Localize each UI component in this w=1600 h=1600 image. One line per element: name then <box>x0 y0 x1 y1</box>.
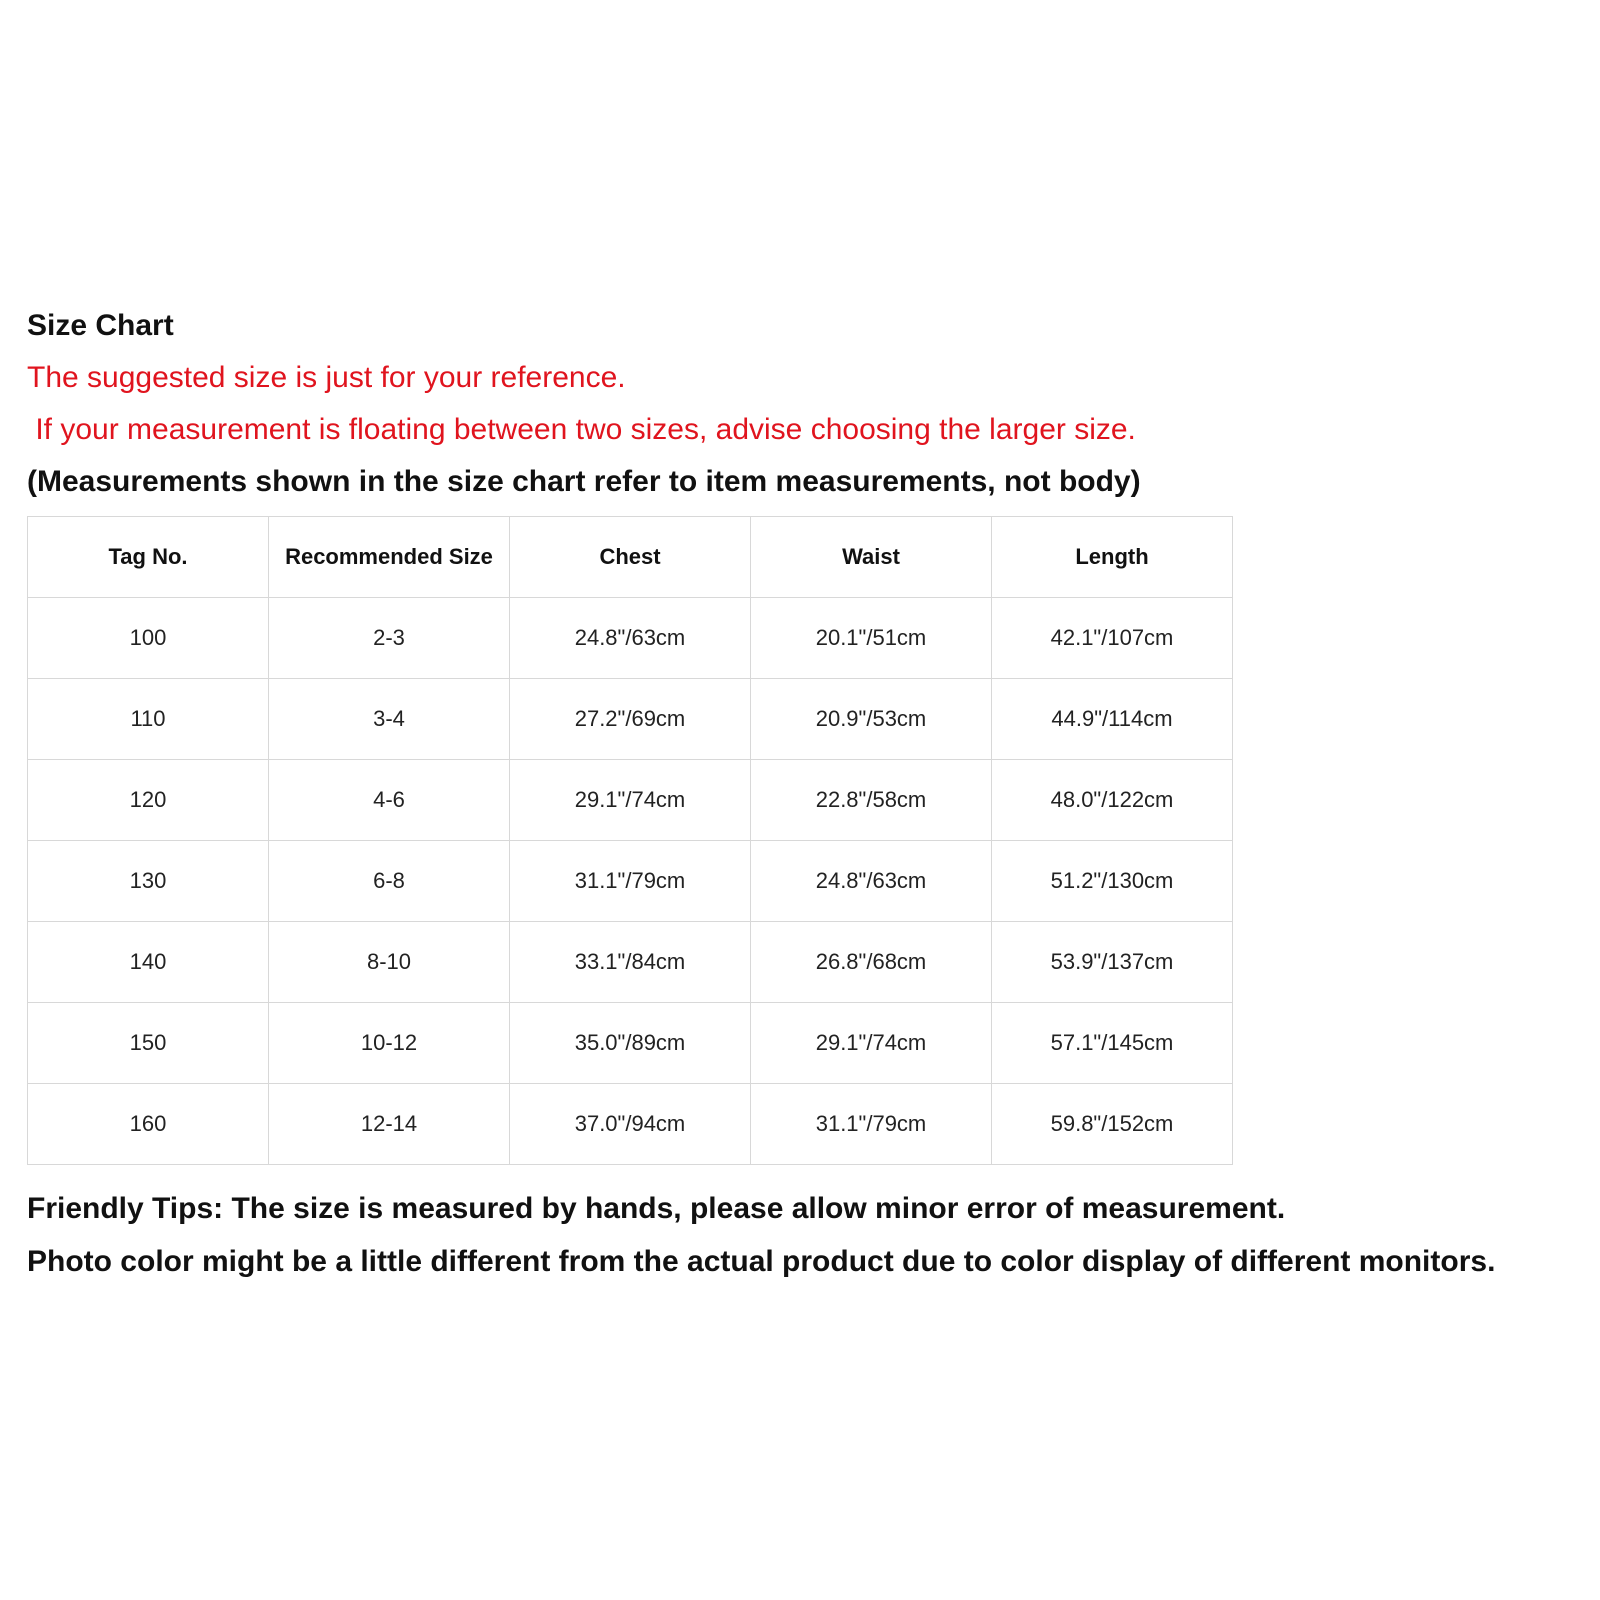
cell-length: 42.1"/107cm <box>992 598 1233 679</box>
measurement-disclaimer: (Measurements shown in the size chart refer to item measurements, not body) <box>27 465 1141 498</box>
header-recommended-size: Recommended Size <box>269 517 510 598</box>
cell-chest: 24.8"/63cm <box>510 598 751 679</box>
table-row <box>28 922 1233 1003</box>
cell-tag-no: 120 <box>28 760 269 841</box>
cell-tag-no: 160 <box>28 1084 269 1165</box>
cell-length: 59.8"/152cm <box>992 1084 1233 1165</box>
cell-waist: 22.8"/58cm <box>751 760 992 841</box>
size-table <box>27 516 1233 1165</box>
table-row <box>28 1003 1233 1084</box>
cell-length: 53.9"/137cm <box>992 922 1233 1003</box>
cell-tag-no: 100 <box>28 598 269 679</box>
cell-tag-no: 140 <box>28 922 269 1003</box>
table-row <box>28 841 1233 922</box>
cell-waist: 26.8"/68cm <box>751 922 992 1003</box>
cell-recommended-size: 3-4 <box>269 679 510 760</box>
page-title: Size Chart <box>27 309 174 342</box>
header-waist: Waist <box>751 517 992 598</box>
header-tag-no: Tag No. <box>28 517 269 598</box>
cell-recommended-size: 10-12 <box>269 1003 510 1084</box>
photo-color-note: Photo color might be a little different from the actual product due to color display of different monitors. <box>27 1245 1496 1278</box>
reference-note: The suggested size is just for your reference. <box>27 361 626 394</box>
table-row <box>28 1084 1233 1165</box>
cell-tag-no: 150 <box>28 1003 269 1084</box>
table-header-row <box>28 517 1233 598</box>
cell-waist: 20.9"/53cm <box>751 679 992 760</box>
cell-recommended-size: 6-8 <box>269 841 510 922</box>
cell-chest: 27.2"/69cm <box>510 679 751 760</box>
table-row <box>28 598 1233 679</box>
cell-chest: 33.1"/84cm <box>510 922 751 1003</box>
table-row <box>28 760 1233 841</box>
cell-length: 44.9"/114cm <box>992 679 1233 760</box>
cell-length: 48.0"/122cm <box>992 760 1233 841</box>
cell-recommended-size: 2-3 <box>269 598 510 679</box>
table-row <box>28 679 1233 760</box>
cell-chest: 31.1"/79cm <box>510 841 751 922</box>
cell-recommended-size: 12-14 <box>269 1084 510 1165</box>
cell-chest: 35.0"/89cm <box>510 1003 751 1084</box>
cell-waist: 20.1"/51cm <box>751 598 992 679</box>
cell-waist: 24.8"/63cm <box>751 841 992 922</box>
friendly-tip: Friendly Tips: The size is measured by hands, please allow minor error of measurement. <box>27 1192 1286 1225</box>
cell-tag-no: 130 <box>28 841 269 922</box>
header-length: Length <box>992 517 1233 598</box>
size-chart-document <box>27 308 1587 1297</box>
cell-recommended-size: 4-6 <box>269 760 510 841</box>
cell-chest: 29.1"/74cm <box>510 760 751 841</box>
cell-waist: 29.1"/74cm <box>751 1003 992 1084</box>
cell-recommended-size: 8-10 <box>269 922 510 1003</box>
cell-length: 51.2"/130cm <box>992 841 1233 922</box>
larger-size-advice: If your measurement is floating between two sizes, advise choosing the larger size. <box>27 413 1136 446</box>
cell-tag-no: 110 <box>28 679 269 760</box>
tips-section <box>27 1191 1587 1280</box>
cell-length: 57.1"/145cm <box>992 1003 1233 1084</box>
cell-waist: 31.1"/79cm <box>751 1084 992 1165</box>
header-chest: Chest <box>510 517 751 598</box>
cell-chest: 37.0"/94cm <box>510 1084 751 1165</box>
